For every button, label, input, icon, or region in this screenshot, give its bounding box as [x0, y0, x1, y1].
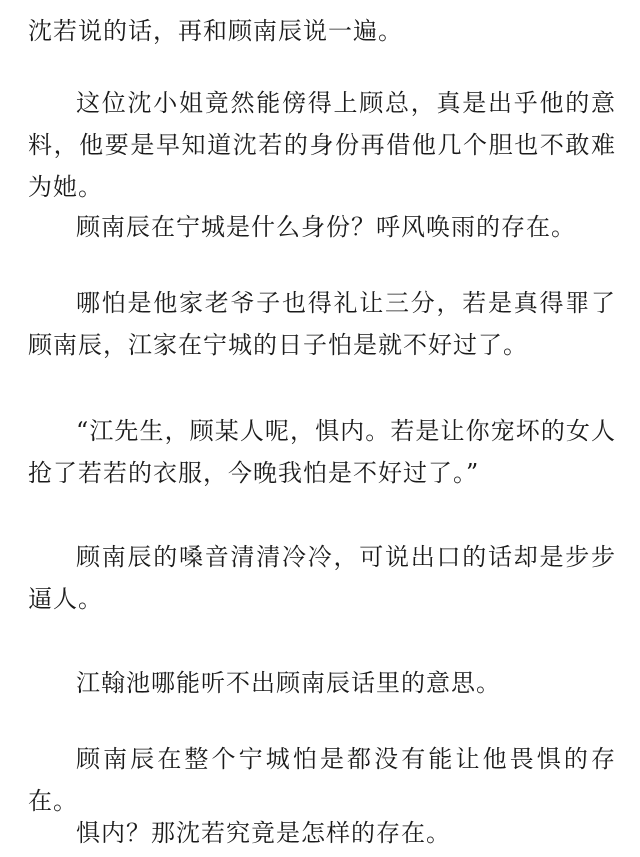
paragraph: 惧内？那沈若究竟是怎样的存在。 — [76, 819, 451, 847]
paragraph: 顾南辰在整个宁城怕是都没有能让他畏惧的存在。 — [28, 745, 616, 815]
paragraph: 顾南辰的嗓音清清冷冷，可说出口的话却是步步逼人。 — [28, 543, 616, 613]
paragraph-continuation: 沈若说的话，再和顾南辰说一遍。 — [28, 17, 403, 45]
paragraph: 顾南辰在宁城是什么身份？呼风唤雨的存在。 — [76, 213, 576, 241]
paragraph-dialogue: “江先生，顾某人呢，惧内。若是让你宠坏的女人抢了若若的衣服，今晚我怕是不好过了。” — [28, 417, 616, 487]
paragraph: 江翰池哪能听不出顾南辰话里的意思。 — [76, 669, 501, 697]
paragraph: 这位沈小姐竟然能傍得上顾总，真是出乎他的意料，他要是早知道沈若的身份再借他几个胆也不敢难为她。 — [28, 89, 616, 201]
paragraph: 哪怕是他家老爷子也得礼让三分，若是真得罪了顾南辰，江家在宁城的日子怕是就不好过了。 — [28, 289, 616, 359]
